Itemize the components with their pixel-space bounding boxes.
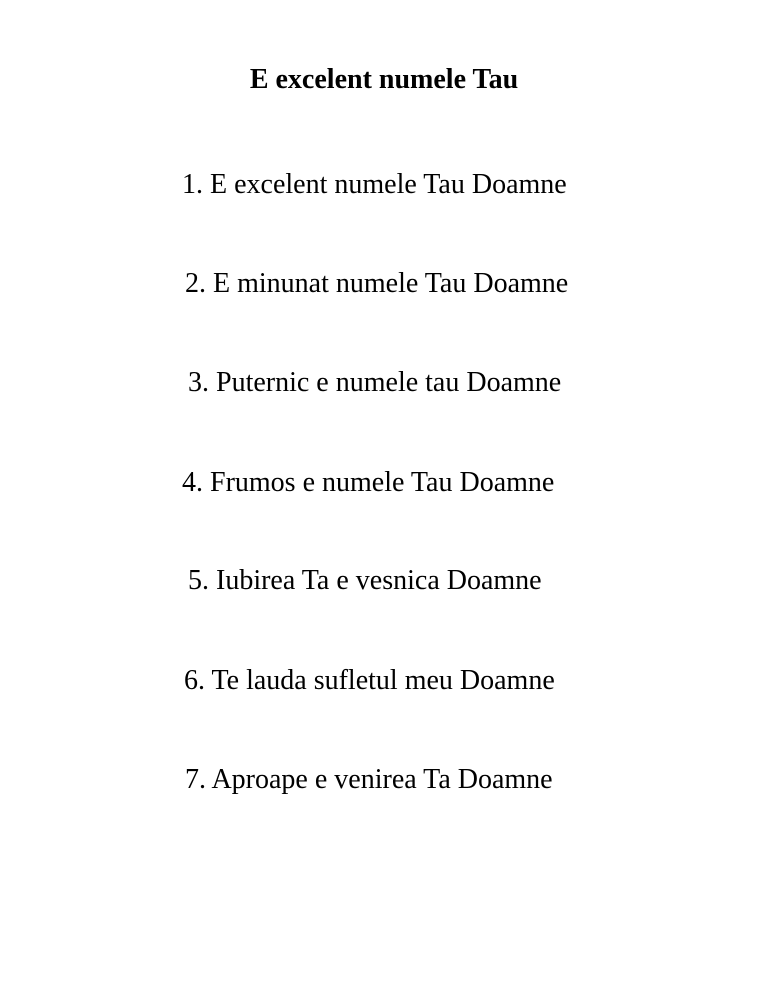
verse-line: 7. Aproape e venirea Ta Doamne <box>185 764 553 795</box>
verse-line: 1. E excelent numele Tau Doamne <box>182 169 567 200</box>
verse-line: 6. Te lauda sufletul meu Doamne <box>184 665 555 696</box>
verse-line: 5. Iubirea Ta e vesnica Doamne <box>188 565 542 596</box>
verse-line: 4. Frumos e numele Tau Doamne <box>182 467 555 498</box>
verse-line: 3. Puternic e numele tau Doamne <box>188 367 562 398</box>
document-title: E excelent numele Tau <box>249 64 519 95</box>
verse-line: 2. E minunat numele Tau Doamne <box>185 268 569 299</box>
